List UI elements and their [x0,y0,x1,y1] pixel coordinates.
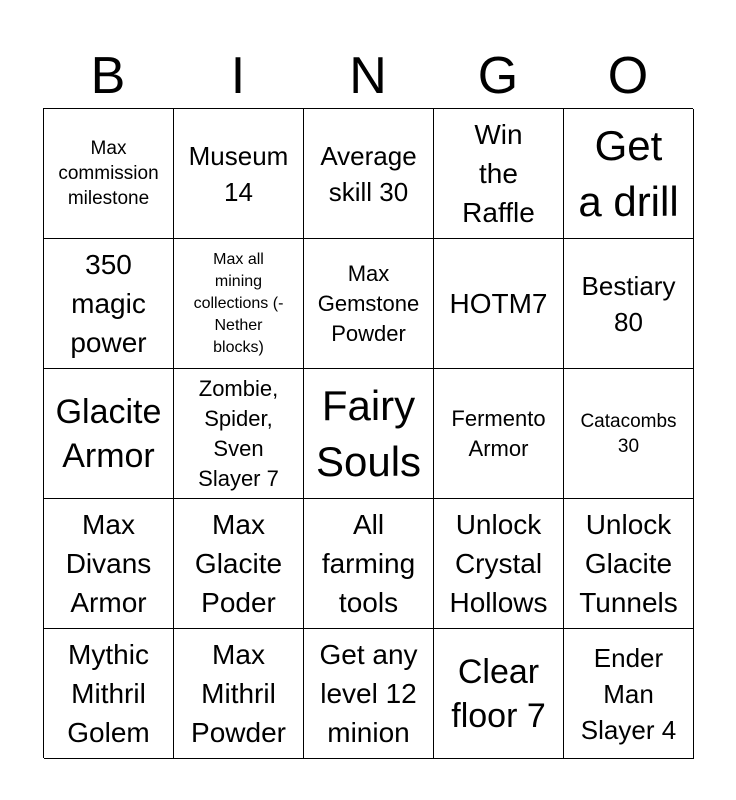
cell-text: Ender Man Slayer 4 [580,642,677,745]
cell-text: 350 magic power [70,249,147,358]
bingo-cell-r1c2[interactable] [174,109,304,239]
bingo-cell-r4c1[interactable] [44,499,174,629]
header-letter-g: G [477,47,519,105]
bingo-cell-r4c2[interactable] [174,499,304,629]
cell-text: Mythic Mithril Golem [67,639,150,748]
bingo-cell-r3c5[interactable] [564,369,694,499]
cell-text: Max Gemstone Powder [317,260,420,346]
bingo-cell-r1c1[interactable] [44,109,174,239]
bingo-cell-r4c5[interactable] [564,499,694,629]
bingo-cell-r3c2[interactable] [174,369,304,499]
bingo-header [43,44,693,108]
cell-text: Unlock Glacite Tunnels [579,509,678,618]
bingo-grid [43,108,693,758]
bingo-cell-r3c4[interactable] [434,369,564,499]
cell-text: Get any level 12 minion [319,639,418,748]
cell-text: Max Divans Armor [65,509,152,618]
cell-text: Max Glacite Poder [194,509,283,618]
cell-text: HOTM7 [449,288,548,319]
cell-text: Win the Raffle [462,119,535,228]
cell-text: Max all mining collections (- Nether blocks) [193,250,284,356]
cell-text: Fairy Souls [315,381,422,485]
bingo-cell-r5c3[interactable] [304,629,434,759]
cell-text: Clear floor 7 [451,652,546,735]
bingo-cell-r2c2[interactable] [174,239,304,369]
bingo-cell-r5c5[interactable] [564,629,694,759]
cell-text: Glacite Armor [55,392,162,475]
header-letter-b: B [90,47,126,105]
bingo-cell-r5c1[interactable] [44,629,174,759]
cell-text: Max commission milestone [58,138,159,209]
bingo-cell-r4c3[interactable] [304,499,434,629]
bingo-cell-r5c4[interactable] [434,629,564,759]
cell-text: Museum 14 [188,140,289,207]
cell-text: All farming tools [321,509,416,618]
bingo-cell-r3c3[interactable] [304,369,434,499]
bingo-cell-r5c2[interactable] [174,629,304,759]
bingo-cell-r4c4[interactable] [434,499,564,629]
cell-text: Get a drill [578,121,679,225]
bingo-cell-r2c3[interactable] [304,239,434,369]
cell-text: Unlock Crystal Hollows [449,509,548,618]
bingo-cell-r3c1[interactable] [44,369,174,499]
cell-text: Zombie, Spider, Sven Slayer 7 [198,375,279,491]
bingo-cell-r1c4[interactable] [434,109,564,239]
bingo-cell-r2c5[interactable] [564,239,694,369]
bingo-cell-r1c3[interactable] [304,109,434,239]
cell-text: Max Mithril Powder [191,639,286,748]
bingo-cell-r1c5[interactable] [564,109,694,239]
header-letter-o: O [607,47,649,105]
cell-text: Fermento Armor [451,405,546,461]
cell-text: Catacombs 30 [580,410,677,457]
cell-text: Average skill 30 [320,140,417,207]
cell-text: Bestiary 80 [581,270,676,337]
bingo-cell-r2c4[interactable] [434,239,564,369]
header-letter-n: N [349,47,387,105]
header-letter-i: I [230,47,246,105]
bingo-cell-r2c1[interactable] [44,239,174,369]
